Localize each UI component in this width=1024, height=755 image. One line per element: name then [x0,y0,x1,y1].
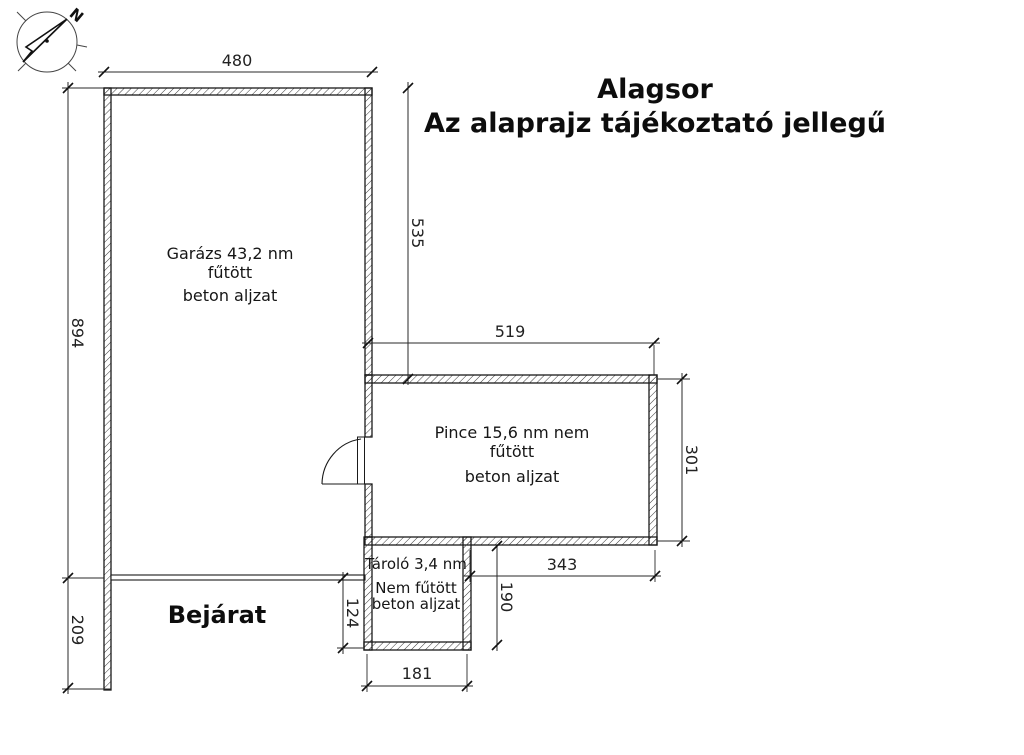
dim-label-519: 519 [494,322,526,341]
garage-room-outline [104,88,372,690]
garage-door-opening-line [111,575,365,580]
pince-label-line3: beton aljzat [464,467,560,486]
plan-subtitle: Az alaprajz tájékoztató jellegű [423,108,887,139]
garage-label-line3: beton aljzat [182,286,278,305]
north-label: N [65,4,88,27]
pince-label-line2: fűtött [489,442,535,461]
north-compass [17,4,87,72]
entrance-label: Bejárat [167,601,267,629]
plan-title: Alagsor [597,74,713,105]
wall-pince-right [649,375,657,545]
compass-tick-sw [18,63,26,71]
door-swing-arc-icon [322,439,361,484]
dim-label-209: 209 [68,614,87,646]
dimension-below-pince-width [464,550,661,582]
pince-room-label [435,423,590,486]
dimension-pince-height [657,373,701,547]
dim-label-301: 301 [682,444,701,476]
wall-pince-left-upper [365,375,372,437]
tarolo-label-line2: Nem fűtött [375,579,457,597]
pince-label-line1: Pince 15,6 nm nem [434,423,590,442]
wall-tarolo-bottom [364,642,471,650]
door-leaf-icon [358,437,365,484]
dimension-garage-width [98,51,378,77]
compass-tick-se [68,63,76,71]
dim-label-190: 190 [497,581,516,613]
dimension-entrance-offset [337,572,364,654]
wall-garage-right [365,88,372,375]
north-arrow-icon [23,19,67,62]
garage-label-line1: Garázs 43,2 nm [166,244,294,263]
tarolo-room-label [364,555,467,613]
compass-tick-nw [17,12,26,21]
wall-garage-left [104,88,111,690]
wall-pince-left-lower [365,484,372,537]
garage-label-line2: fűtött [207,263,253,282]
garage-room-label [167,244,294,305]
dim-label-343: 343 [546,555,578,574]
dimension-tarolo-depth [492,541,516,651]
dimension-garage-height [62,82,104,584]
dimension-tarolo-width [361,654,473,692]
tarolo-label-line3: beton aljzat [371,595,461,613]
door-symbol [322,437,365,484]
dim-label-181: 181 [401,664,433,683]
dim-label-124: 124 [343,597,362,629]
wall-tarolo-left [364,537,372,650]
dim-label-480: 480 [221,51,253,70]
wall-garage-top [104,88,372,95]
compass-tick-e [77,45,87,47]
dim-label-894: 894 [68,317,87,349]
tarolo-label-line1: Tároló 3,4 nm [365,555,467,573]
dimension-pince-width [362,322,660,375]
compass-center-dot [45,39,49,43]
dim-label-535: 535 [408,217,427,249]
wall-pince-bottom [365,537,657,545]
